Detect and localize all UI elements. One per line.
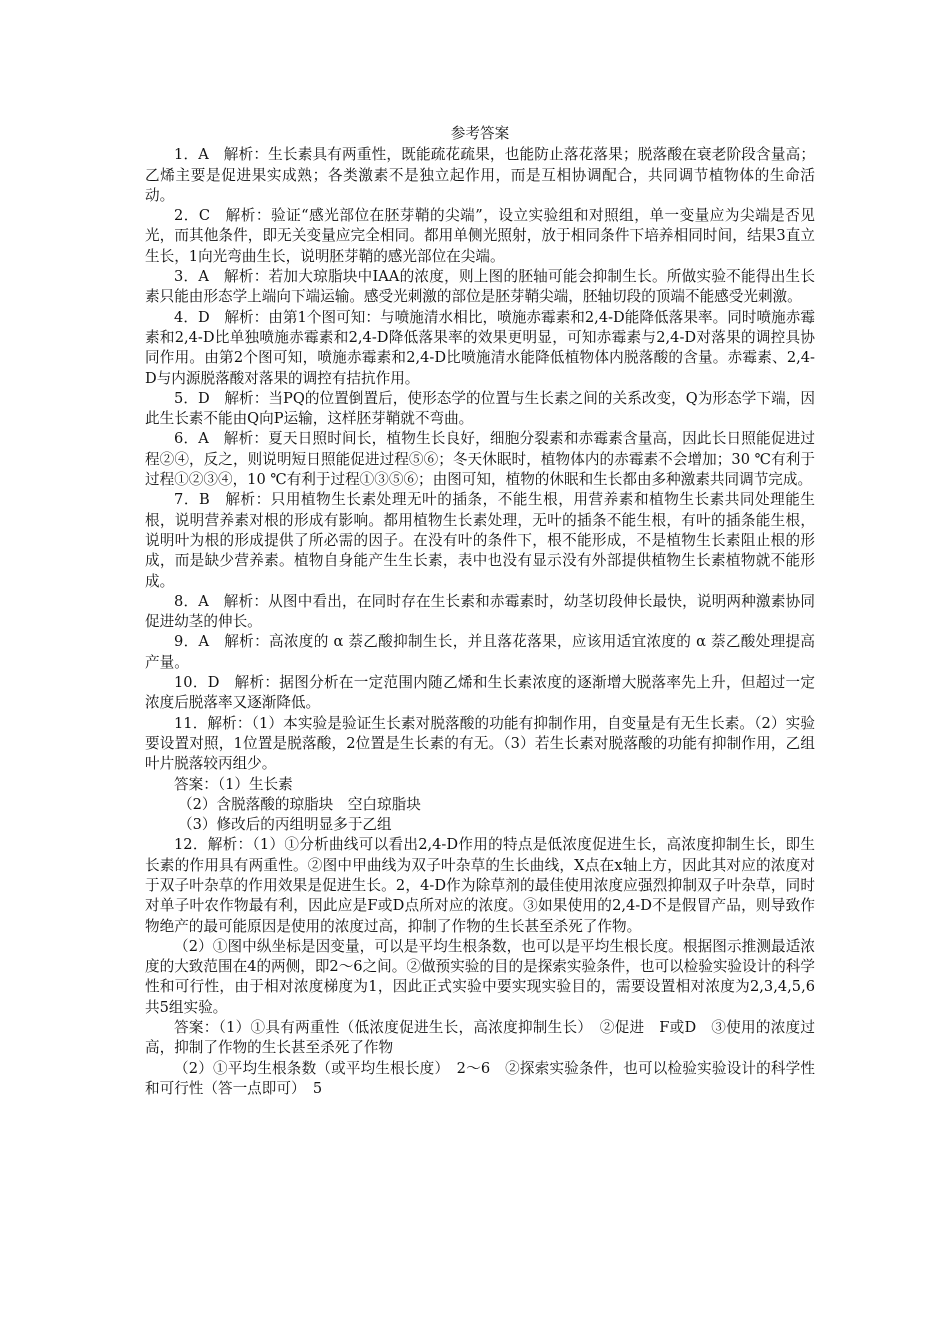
answer-document — [145, 124, 815, 1099]
answer-11-part2: （2）含脱落酸的琼脂块 空白琼脂块 — [178, 795, 421, 813]
page-title: 参考答案 — [450, 125, 510, 142]
answer-11-part3: （3）修改后的丙组明显多于乙组 — [178, 816, 392, 834]
answer-2: 2．C 解析：验证“感光部位在胚芽鞘的尖端”，设立实验组和对照组，单一变量应为尖端是否见光，而其他条件，即无关变量应完全相同。都用单侧光照射，放于相同条件下培养相同时间，结果3直立生长，1向光弯曲生长，说明胚芽鞘的感光部位在尖端。 — [145, 207, 815, 265]
answer-10: 10．D 解析：据图分析在一定范围内随乙烯和生长素浓度的逐渐增大脱落率先上升，但超过一定浓度后脱落率又逐渐降低。 — [145, 674, 815, 712]
answer-4: 4．D 解析：由第1个图可知：与喷施清水相比，喷施赤霉素和2,4-D能降低落果率。同时喷施赤霉素和2,4-D比单独喷施赤霉素和2,4-D降低落果率的效果更明显，可知赤霉素与2,4-D对落果的调控具协同作用。由第2个图可知，喷施赤霉素和2,4-D比喷施清水能降低植物体内脱落酸的含量。赤霉素、2,4-D与内源脱落酸对落果的调控有拮抗作用。 — [145, 308, 815, 387]
answer-11-label: 答案：（1）生长素 — [174, 775, 293, 793]
answer-5: 5．D 解析：当PQ的位置倒置后，使形态学的位置与生长素之间的关系改变，Q为形态学下端，因此生长素不能由Q向P运输，这样胚芽鞘就不弯曲。 — [145, 389, 815, 428]
answer-9: 9．A 解析：高浓度的 α 萘乙酸抑制生长，并且落花落果，应该用适宜浓度的 α 萘乙酸处理提高产量。 — [145, 633, 815, 671]
answer-12-answer-2: （2）①平均生根条数（或平均生根长度） 2～6 ②探索实验条件，也可以检验实验设计的科学性和可行性（答一点即可） 5 — [145, 1059, 815, 1097]
answer-8: 8．A 解析：从图中看出，在同时存在生长素和赤霉素时，幼茎切段伸长最快，说明两种激素协同促进幼茎的伸长。 — [145, 592, 815, 631]
answer-12-analysis-1: 12．解析：（1）①分析曲线可以看出2,4-D作用的特点是低浓度促进生长，高浓度抑制生长，即生长素的作用具有两重性。②图中甲曲线为双子叶杂草的生长曲线，X点在x轴上方，因此其对应的浓度对于双子叶杂草的作用效果是促进生长。2，4-D作为除草剂的最佳使用浓度应强烈抑制双子叶杂草，同时对单子叶农作物最有利，因此应是F或D点所对应的浓度。③如果使用的2,4-D不是假冒产品，则导致作物绝产的最可能原因是使用的浓度过高，抑制了作物的生长甚至杀死了作物。 — [145, 836, 815, 935]
answer-11-analysis: 11．解析：（1）本实验是验证生长素对脱落酸的功能有抑制作用，自变量是有无生长素。（2）实验要设置对照，1位置是脱落酸，2位置是生长素的有无。（3）若生长素对脱落酸的功能有抑制作用，乙组叶片脱落较丙组少。 — [145, 714, 815, 773]
answer-3: 3．A 解析：若加大琼脂块中IAA的浓度，则上图的胚轴可能会抑制生长。所做实验不能得出生长素只能由形态学上端向下端运输。感受光刺激的部位是胚芽鞘尖端，胚轴切段的顶端不能感受光刺激。 — [145, 268, 815, 306]
answer-7: 7．B 解析：只用植物生长素处理无叶的插条，不能生根，用营养素和植物生长素共同处理能生根，说明营养素对根的形成有影响。都用植物生长素处理，无叶的插条不能生根，有叶的插条能生根，说明叶为根的形成提供了所必需的因子。在没有叶的条件下，根不能形成，不是植物生长素阻止根的形成，而是缺少营养素。植物自身能产生生长素，表中也没有显示没有外部提供植物生长素植物就不能形成。 — [145, 491, 815, 590]
answer-6: 6．A 解析：夏天日照时间长，植物生长良好，细胞分裂素和赤霉素含量高，因此长日照能促进过程②④，反之，则说明短日照能促进过程⑤⑥；冬天休眠时，植物体内的赤霉素不会增加；30 ℃有利于过程①②③④，10 ℃有利于过程①③⑤⑥；由图可知，植物的休眠和生长都由多种激素共同调节完成。 — [145, 430, 815, 489]
answer-1: 1．A 解析：生长素具有两重性，既能疏花疏果，也能防止落花落果；脱落酸在衰老阶段含量高；乙烯主要是促进果实成熟；各类激素不是独立起作用，而是互相协调配合，共同调节植物体的生命活动。 — [145, 146, 815, 204]
answer-12-answer-1: 答案：（1）①具有两重性（低浓度促进生长，高浓度抑制生长） ②促进 F或D ③使用的浓度过高，抑制了作物的生长甚至杀死了作物 — [145, 1019, 815, 1057]
answer-12-analysis-2: （2）①图中纵坐标是因变量，可以是平均生根条数，也可以是平均生根长度。根据图示推测最适浓度的大致范围在4的两侧，即2～6之间。②做预实验的目的是探索实验条件，也可以检验实验设计的科学性和可行性，由于相对浓度梯度为1，因此正式实验中要实现实验目的，需要设置相对浓度为2,3,4,5,6共5组实验。 — [145, 937, 815, 1016]
